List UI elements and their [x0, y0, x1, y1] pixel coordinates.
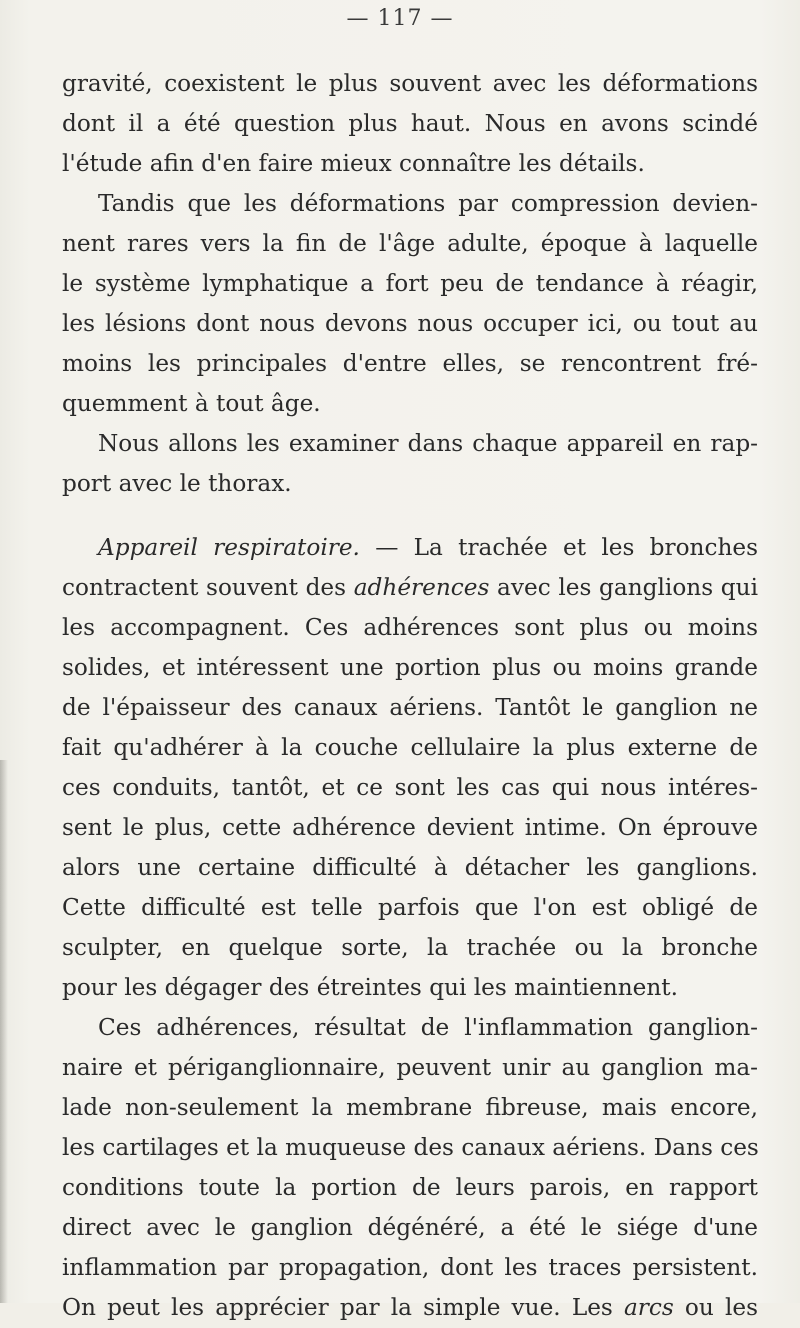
text-fragment: contractent souvent des [62, 574, 354, 601]
text-line: Nous allons les examiner dans chaque appareil en rap- [98, 430, 758, 457]
text-line: alors une certaine difficulté à détacher les ganglions. [62, 854, 758, 881]
text-line: direct avec le ganglion dégénéré, a été le siége d'une [62, 1214, 758, 1241]
text-line: lade non-seulement la membrane fibreuse, mais encore, [62, 1094, 758, 1121]
paragraph [62, 184, 758, 424]
text-line: sent le plus, cette adhérence devient intime. On éprouve [62, 814, 758, 841]
text-line [62, 528, 758, 568]
text-line: moins les principales d'entre elles, se rencontrent fré- [62, 350, 758, 377]
text-line: l'étude afin d'en faire mieux connaître les détails. [62, 150, 645, 177]
paragraph-continuation [62, 64, 758, 184]
page-number: — 117 — [346, 6, 454, 31]
text-line: ces conduits, tantôt, et ce sont les cas qui nous intéres- [62, 774, 758, 801]
text-line: nent rares vers la fin de l'âge adulte, époque à laquelle [62, 230, 758, 257]
text-line: de l'épaisseur des canaux aériens. Tantôt le ganglion ne [62, 694, 758, 721]
text-line [62, 1288, 758, 1328]
text-line: inflammation par propagation, dont les traces persistent. [62, 1254, 758, 1281]
text-fragment: avec les ganglions qui [489, 574, 758, 601]
text-line: Tandis que les déformations par compression devien- [98, 190, 758, 217]
text-line: les lésions dont nous devons nous occuper ici, ou tout au [62, 310, 758, 337]
text-line: naire et périganglionnaire, peuvent unir au ganglion ma- [62, 1054, 758, 1081]
paragraph [62, 424, 758, 504]
text-line: solides, et intéressent une portion plus ou moins grande [62, 654, 758, 681]
section-respiratory [62, 528, 758, 1008]
text-line: gravité, coexistent le plus souvent avec les déformations [62, 70, 758, 97]
text-line: le système lymphatique a fort peu de tendance à réagir, [62, 270, 758, 297]
text-line: les accompagnent. Ces adhérences sont plus ou moins [62, 614, 758, 641]
section-heading: Appareil respiratoire. [98, 534, 360, 561]
text-line: dont il a été question plus haut. Nous en avons scindé [62, 110, 758, 137]
text-fragment: ou les [673, 1294, 758, 1321]
text-line: port avec le thorax. [62, 470, 292, 497]
text-line: Cette difficulté est telle parfois que l'on est obligé de [62, 894, 758, 921]
text-line: conditions toute la portion de leurs parois, en rapport [62, 1174, 758, 1201]
text-fragment: On peut les apprécier par la simple vue. Les [62, 1294, 624, 1321]
paragraph [62, 1008, 758, 1328]
text-line: fait qu'adhérer à la couche cellulaire la plus externe de [62, 734, 758, 761]
text-line: sculpter, en quelque sorte, la trachée ou la bronche [62, 934, 758, 961]
emphasis-term: adhérences [353, 574, 490, 601]
text-fragment: — La trachée et les bronches [359, 534, 758, 561]
text-line: les cartilages et la muqueuse des canaux aériens. Dans ces [62, 1134, 759, 1161]
page-edge-shadow [0, 760, 8, 1303]
section-gap [62, 504, 758, 528]
text-line: quemment à tout âge. [62, 390, 321, 417]
body-text [62, 64, 758, 1328]
text-line: Ces adhérences, résultat de l'inflammation ganglion- [98, 1014, 758, 1041]
emphasis-term: arcs [623, 1294, 674, 1321]
text-line [62, 568, 758, 608]
text-line: pour les dégager des étreintes qui les maintiennent. [62, 974, 678, 1001]
